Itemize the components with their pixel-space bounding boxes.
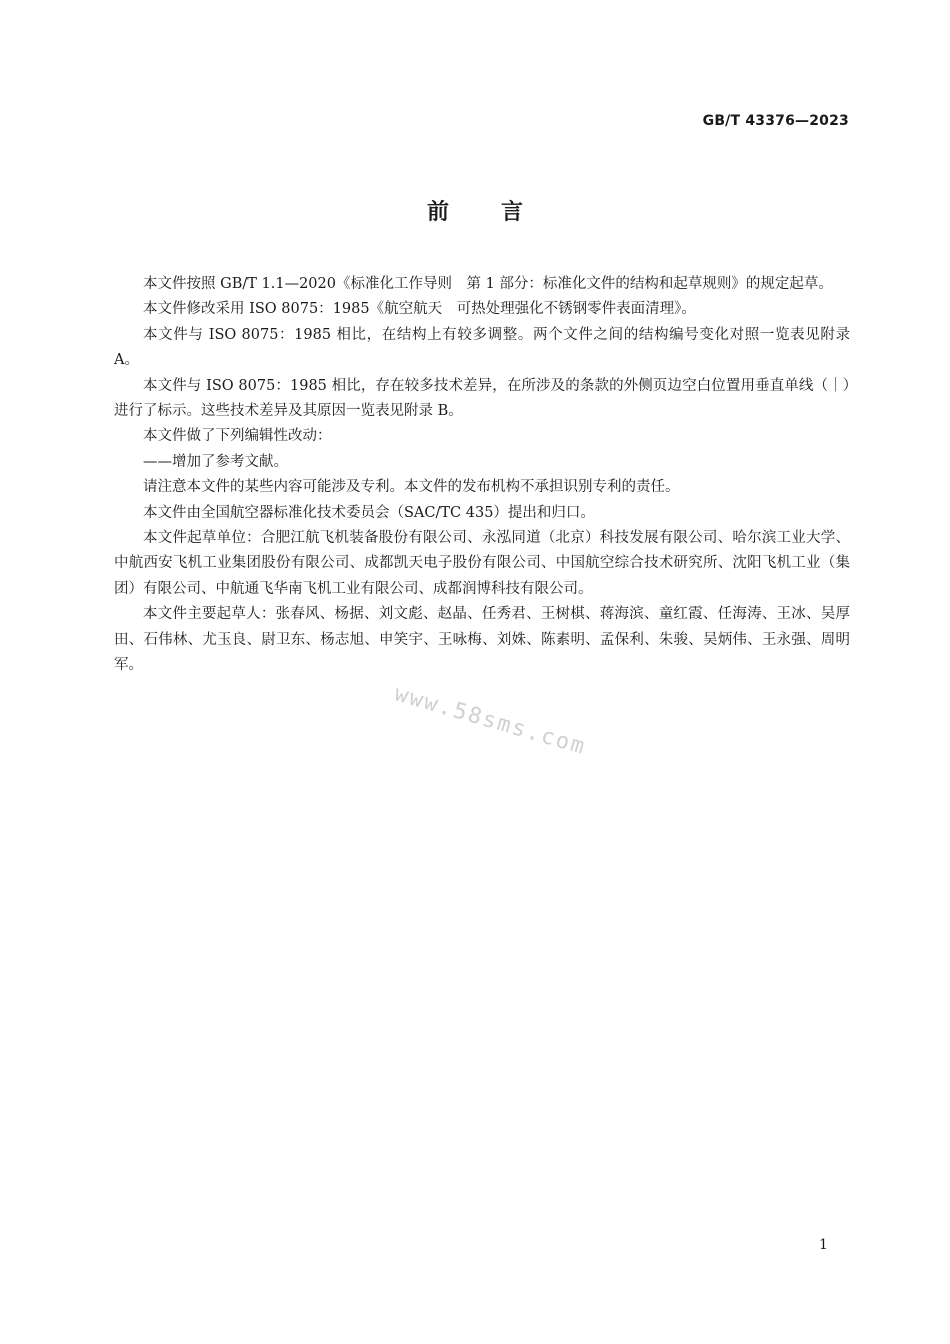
document-body bbox=[114, 272, 850, 679]
watermark: www.58sms.com bbox=[391, 681, 589, 761]
paragraph: 本文件做了下列编辑性改动： bbox=[143, 428, 332, 445]
paragraph: 本文件与 ISO 8075：1985 相比，在结构上有较多调整。两个文件之间的结构编号变化对照一览表见附录 A。 bbox=[114, 326, 850, 369]
paragraph: 请注意本文件的某些内容可能涉及专利。本文件的发布机构不承担识别专利的责任。 bbox=[143, 479, 680, 496]
paragraph: 本文件修改采用 ISO 8075：1985《航空航天 可热处理强化不锈钢零件表面清理》。 bbox=[143, 301, 696, 318]
paragraph: ——增加了参考文献。 bbox=[143, 453, 288, 470]
paragraph: 本文件起草单位：合肥江航飞机装备股份有限公司、永泓同道（北京）科技发展有限公司、哈尔滨工业大学、中航西安飞机工业集团股份有限公司、成都凯天电子股份有限公司、中国航空综合技术研究所、沈阳飞机工业（集团）有限公司、中航通飞华南飞机工业有限公司、成都润博科技有限公司。 bbox=[114, 530, 850, 597]
paragraph: 本文件按照 GB/T 1.1—2020《标准化工作导则 第 1 部分：标准化文件的结构和起草规则》的规定起草。 bbox=[143, 276, 833, 292]
paragraph: 本文件主要起草人：张春风、杨据、刘文彪、赵晶、任秀君、王树棋、蒋海滨、童红霞、任海涛、王冰、吴厚田、石伟林、尤玉良、尉卫东、杨志旭、申笑宇、王咏梅、刘姝、陈素明、孟保利、朱骏、吴炳伟、王永强、周明军。 bbox=[114, 606, 850, 674]
page-title: 前言 bbox=[426, 200, 575, 225]
paragraph: 本文件由全国航空器标准化技术委员会（SAC/TC 435）提出和归口。 bbox=[143, 504, 595, 521]
paragraph: 本文件与 ISO 8075：1985 相比，存在较多技术差异，在所涉及的条款的外侧页边空白位置用垂直单线（｜）进行了标示。这些技术差异及其原因一览表见附录 B。 bbox=[114, 377, 850, 420]
standard-code: GB/T 43376—2023 bbox=[702, 113, 849, 129]
page-number: 1 bbox=[819, 1237, 828, 1253]
